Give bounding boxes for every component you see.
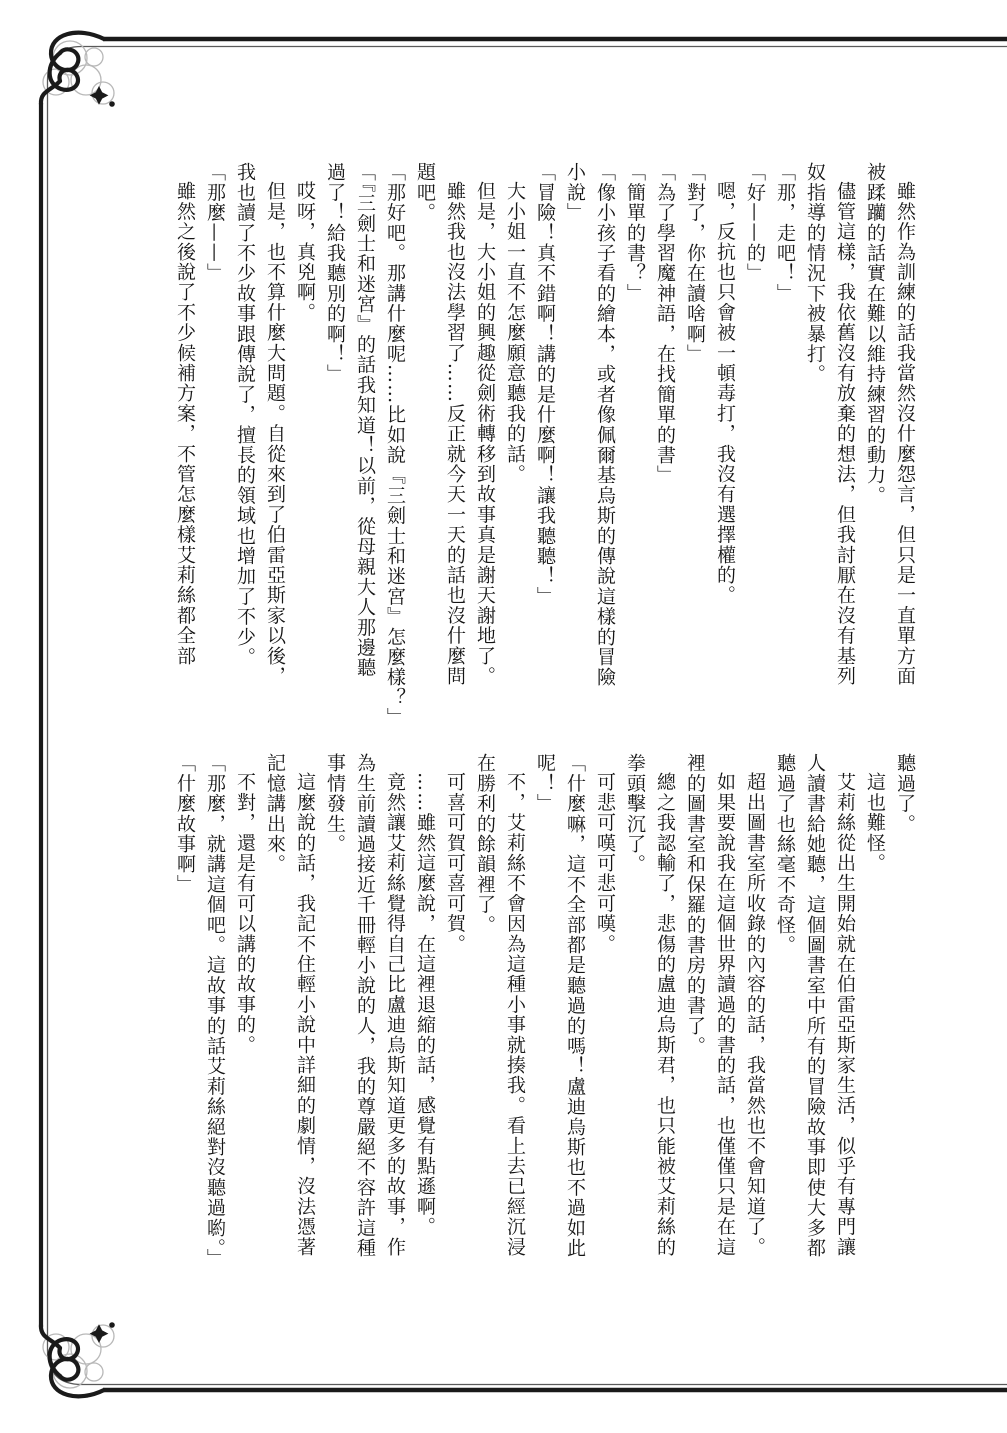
text-column: 「那麼——」	[204, 162, 226, 284]
text-column: 「那好吧。那講什麼呢……比如說『三劍士和迷宮』怎麼樣？」	[384, 162, 406, 728]
text-column: 艾莉絲從出生開始就在伯雷亞斯家生活，似乎有專門讓	[834, 772, 856, 1257]
text-column: 奴指導的情況下被暴打。	[804, 162, 826, 385]
text-column: 總之我認輸了，悲傷的盧迪烏斯君，也只能被艾莉絲的	[654, 772, 676, 1257]
text-column: 雖然之後說了不少候補方案，不管怎麼樣艾莉絲都全部	[174, 181, 196, 666]
text-column: 超出圖書室所收錄的內容的話，我當然也不會知道了。	[744, 772, 766, 1257]
text-column: 「那，走吧！」	[774, 162, 796, 304]
text-column: 「為了學習魔神語，在找簡單的書」	[654, 162, 676, 486]
text-column: 可悲可嘆可悲可嘆。	[594, 772, 616, 954]
text-column: 「冒險！真不錯啊！講的是什麼啊！讓我聽聽！」	[534, 162, 556, 607]
text-column: 這麼說的話，我記不住輕小說中詳細的劇情，沒法憑著	[294, 772, 316, 1257]
text-column: 拳頭擊沉了。	[624, 753, 646, 875]
text-column: 「什麼故事啊」	[174, 753, 196, 895]
text-column: 被蹂躪的話實在難以維持練習的動力。	[864, 162, 886, 506]
text-column: 「那麼，就講這個吧。這故事的話艾莉絲絕對沒聽過喲。」	[204, 753, 226, 1269]
text-column: 「像小孩子看的繪本，或者像佩爾基烏斯的傳說這樣的冒險	[594, 162, 616, 688]
text-column: 大小姐一直不怎麼願意聽我的話。	[504, 181, 526, 484]
text-column: 哎呀，真兇啊。	[294, 181, 316, 323]
text-column: 事情發生。	[324, 753, 346, 854]
text-column: 不對，還是有可以講的故事的。	[234, 772, 256, 1055]
text-column: 題吧。	[414, 162, 436, 223]
text-column: ……雖然這麼說，在這裡退縮的話，感覺有點遜啊。	[414, 772, 436, 1237]
text-column: 但是，大小姐的興趣從劍術轉移到故事真是謝天謝地了。	[474, 181, 496, 686]
text-column: 聽過了也絲毫不奇怪。	[774, 753, 796, 955]
text-column: 聽過了。	[894, 753, 916, 834]
text-column: 竟然讓艾莉絲覺得自己比盧迪烏斯知道更多的故事，作	[384, 772, 406, 1257]
text-column: 「什麼嘛，這不全部都是聽過的嗎！盧迪烏斯也不過如此	[564, 753, 586, 1258]
text-column: 小說」	[564, 162, 586, 223]
text-column: 「好——的」	[744, 162, 766, 284]
text-column: 這也難怪。	[864, 772, 886, 873]
text-column: 「對了，你在讀啥啊」	[684, 162, 706, 364]
text-column: 「簡單的書？」	[624, 162, 646, 304]
text-column: 我也讀了不少故事跟傳說了，擅長的領域也增加了不少。	[234, 162, 256, 667]
text-column: 記憶講出來。	[264, 753, 286, 875]
text-column: 如果要說我在這個世界讀過的書的話，也僅僅只是在這	[714, 772, 736, 1257]
text-column: 為生前讀過接近千冊輕小說的人，我的尊嚴絕不容許這種	[354, 753, 376, 1258]
text-column: 在勝利的餘韻裡了。	[474, 753, 496, 935]
text-band-bottom	[168, 753, 920, 1345]
text-column: 儘管這樣，我依舊沒有放棄的想法，但我討厭在沒有基列	[834, 181, 856, 686]
text-band-top	[168, 162, 920, 754]
text-column: 呢！」	[534, 753, 556, 814]
corner-flourish-top-left	[41, 33, 115, 107]
text-column: 雖然作為訓練的話我當然沒什麼怨言，但只是一直單方面	[894, 181, 916, 686]
text-column: 人讀書給她聽，這個圖書室中所有的冒險故事即使大多都	[804, 753, 826, 1258]
text-column: 過了！給我聽別的啊！」	[324, 162, 346, 385]
text-column: 不，艾莉絲不會因為這種小事就揍我。看上去已經沉浸	[504, 772, 526, 1257]
text-column: 雖然我也沒法學習了……反正就今天一天的話也沒什麼問	[444, 181, 466, 686]
text-column: 嗯，反抗也只會被一頓毒打，我沒有選擇權的。	[714, 181, 736, 606]
text-column: 可喜可賀可喜可賀。	[444, 772, 466, 954]
text-column: 但是，也不算什麼大問題。自從來到了伯雷亞斯家以後，	[264, 181, 286, 686]
text-column: 「『三劍士和迷宮』的話我知道！以前，從母親大人那邊聽	[354, 162, 376, 678]
text-column: 裡的圖書室和保羅的書房的書了。	[684, 753, 706, 1056]
corner-flourish-bottom-left	[41, 1322, 115, 1396]
